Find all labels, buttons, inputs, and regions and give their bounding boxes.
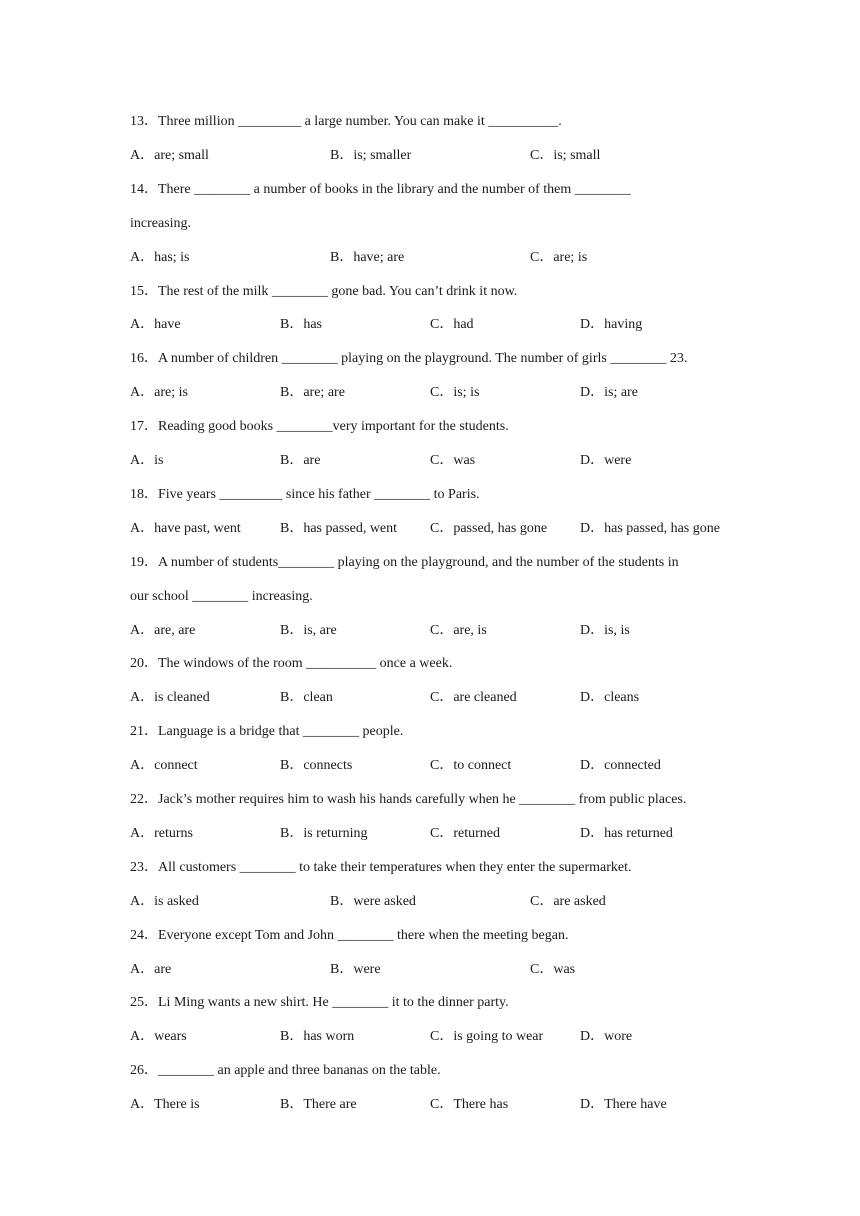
answer-option: B．are; are <box>280 385 345 401</box>
answer-option: A．are; is <box>130 385 188 401</box>
options-row <box>130 756 750 776</box>
answer-option: B．has <box>280 317 322 333</box>
answer-option: A．returns <box>130 825 193 841</box>
answer-option: D．cleans <box>580 690 640 706</box>
options-row <box>130 383 750 403</box>
question-stem: 16．A number of children ________ playing on the playground. The number of girls ________ 23. <box>130 351 688 367</box>
answer-option: C．are asked <box>530 893 606 909</box>
answer-option: B．is; smaller <box>330 147 412 163</box>
options-row <box>130 315 750 335</box>
options-row <box>130 248 750 268</box>
answer-option: D．were <box>580 453 632 468</box>
question-stem: 19．A number of students________ playing on the playground, and the number of the students in <box>130 554 679 570</box>
answer-option: A．is cleaned <box>130 690 210 706</box>
answer-option: A．are <box>130 961 172 977</box>
question-stem: 23．All customers ________ to take their temperatures when they enter the supermarket. <box>130 859 632 875</box>
answer-option: A．connect <box>130 758 198 774</box>
answer-option: D．having <box>580 317 643 333</box>
options-row <box>130 892 750 912</box>
answer-option: B．were <box>330 961 381 977</box>
answer-option: A．are; small <box>130 147 209 163</box>
answer-option: A．wears <box>130 1029 187 1045</box>
answer-option: C．returned <box>430 825 500 841</box>
answer-option: B．is returning <box>280 825 368 841</box>
question-stem: our school ________ increasing. <box>130 588 313 604</box>
answer-option: C．are; is <box>530 249 588 265</box>
question-stem: 21．Language is a bridge that ________ people. <box>130 724 404 740</box>
answer-option: B．clean <box>280 690 333 706</box>
options-row <box>130 688 750 708</box>
question-stem: 14．There ________ a number of books in the library and the number of them ________ <box>130 181 631 197</box>
answer-option: B．has worn <box>280 1029 355 1045</box>
options-row <box>130 1095 750 1115</box>
question-stem: increasing. <box>130 215 192 231</box>
question-stem: 22．Jack’s mother requires him to wash his hands carefully when he ________ from public places. <box>130 792 687 807</box>
answer-option: A．is <box>130 453 164 468</box>
answer-option: B．There are <box>280 1097 357 1113</box>
answer-option: A．has; is <box>130 249 190 265</box>
answer-option: D．wore <box>580 1029 633 1045</box>
answer-option: C．was <box>530 961 576 977</box>
question-stem: 15．The rest of the milk ________ gone bad. You can’t drink it now. <box>130 283 518 299</box>
answer-option: A．is asked <box>130 893 199 909</box>
question-stem: 20．The windows of the room __________ once a week. <box>130 656 453 672</box>
options-row <box>130 1027 750 1047</box>
answer-option: A．have <box>130 317 181 333</box>
answer-option: C．is; is <box>430 385 480 401</box>
question-stem: 13．Three million _________ a large number. You can make it __________. <box>130 114 562 129</box>
answer-option: C．is; small <box>530 147 601 163</box>
answer-option: C．was <box>430 453 476 468</box>
question-stem: 24．Everyone except Tom and John ________ there when the meeting began. <box>130 927 569 943</box>
answer-option: B．is, are <box>280 622 337 638</box>
answer-option: D．There have <box>580 1097 667 1113</box>
answer-option: C．There has <box>430 1097 509 1113</box>
answer-option: C．had <box>430 317 474 333</box>
question-stem: 17．Reading good books ________very important for the students. <box>130 419 509 435</box>
question-stem: 18．Five years _________ since his father ________ to Paris. <box>130 486 480 502</box>
answer-option: C．is going to wear <box>430 1029 544 1045</box>
answer-option: C．passed, has gone <box>430 520 548 536</box>
question-stem: 26．________ an apple and three bananas on the table. <box>130 1063 441 1079</box>
options-row <box>130 621 750 641</box>
answer-option: D．is; are <box>580 385 638 401</box>
answer-option: C．are, is <box>430 622 487 638</box>
answer-option: D．has passed, has gone <box>580 520 720 536</box>
answer-option: A．have past, went <box>130 520 241 536</box>
answer-option: B．are <box>280 453 321 468</box>
answer-option: B．were asked <box>330 893 416 909</box>
answer-option: A．are, are <box>130 622 196 638</box>
answer-option: A．There is <box>130 1097 200 1113</box>
answer-option: B．connects <box>280 758 353 774</box>
answer-option: D．has returned <box>580 825 673 841</box>
options-row <box>130 824 750 844</box>
answer-option: D．is, is <box>580 622 630 638</box>
answer-option: B．have; are <box>330 249 405 265</box>
answer-option: B．has passed, went <box>280 520 398 536</box>
answer-option: C．to connect <box>430 758 512 774</box>
options-row <box>130 146 750 166</box>
question-stem: 25．Li Ming wants a new shirt. He ________ it to the dinner party. <box>130 995 509 1011</box>
options-row <box>130 519 750 539</box>
answer-option: D．connected <box>580 758 661 774</box>
options-row <box>130 451 750 471</box>
answer-option: C．are cleaned <box>430 690 517 706</box>
options-row <box>130 960 750 980</box>
